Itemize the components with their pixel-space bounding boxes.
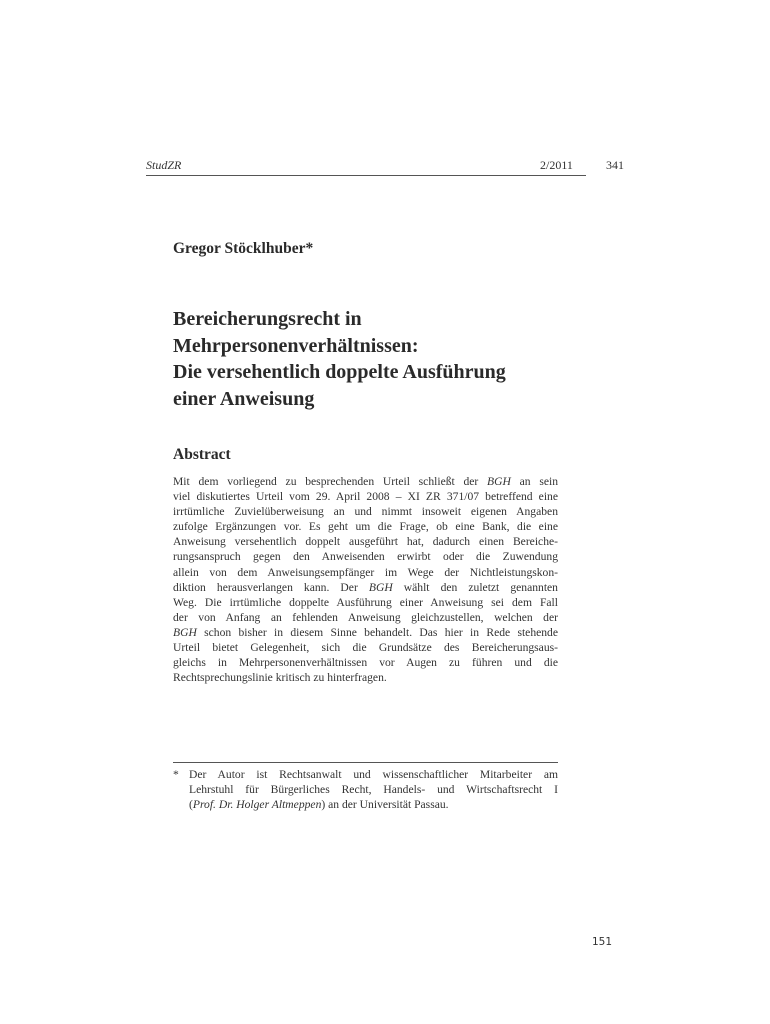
text-run: Urteil bietet Gelegenheit, sich die Grundsätze des Bereicherungsaus- [173,641,558,655]
text-run: Der Autor ist Rechtsanwalt und wissenschaftlicher Mitarbeiter am [189,768,558,781]
text-run: wählt den zuletzt genannten [392,580,558,594]
footnote-rule [173,762,558,763]
text-run: Lehrstuhl für Bürgerliches Recht, Handels- und Wirtschaftsrecht I [189,783,558,797]
text-line [173,504,558,519]
text-run: allein von dem Anweisungsempfänger im Wege der Nichtleistungskon- [173,565,558,579]
text-run: rungsanspruch gegen den Anweisenden erwirbt oder die Zuwendung [173,550,558,564]
text-run: Rechtsprechungslinie kritisch zu hinterfragen. [173,671,387,685]
text-run: schon bisher in diesem Sinne behandelt. Das hier in Rede stehende [196,625,558,639]
journal-name: StudZR [146,158,182,172]
title-line: Bereicherungsrecht in [173,308,362,330]
abstract-body [173,474,558,685]
header-rule [146,175,586,176]
text-line [173,549,558,564]
text-line [173,610,558,625]
text-line [173,474,558,489]
text-run: ( [189,798,193,812]
text-line [173,655,558,670]
printed-page-number: 151 [592,936,613,948]
text-line [189,767,558,782]
article-title [173,306,593,412]
footnote-text [189,767,558,812]
text-line [189,782,558,797]
text-line [173,565,558,580]
title-line: Mehrpersonenverhältnissen: [173,334,419,357]
author-name: Gregor Stöcklhuber* [173,240,314,257]
text-line [173,580,558,595]
italic-text: BGH [173,625,197,639]
text-line [173,534,558,549]
text-run: ) an der Universität Passau. [321,798,449,812]
text-run: diktion herausverlangen kann. Der [173,580,369,594]
text-run: Weg. Die irrtümliche doppelte Ausführung einer Anweisung sei dem Fall [173,595,558,609]
text-run: zufolge Ergänzungen vor. Es geht um die Frage, ob eine Bank, die eine [173,520,558,534]
text-run: irrtümliche Zuvielüberweisung an und nimmt insoweit eigenen Angaben [173,505,558,519]
text-run: an sein [510,475,558,488]
text-line [189,797,558,812]
footnote [173,767,558,812]
text-line [173,489,558,504]
text-line [173,670,558,685]
text-line [173,519,558,534]
italic-text: BGH [368,580,393,594]
text-line [173,595,558,610]
text-run: viel diskutiertes Urteil vom 29. April 2008 – XI ZR 371/07 betreffend eine [173,490,558,504]
text-run: gleichs in Mehrpersonenverhältnissen vor Augen zu führen und die [173,656,558,670]
text-run: der von Anfang an fehlenden Anweisung gleichzustellen, welchen der [173,610,558,624]
italic-text: BGH [487,475,511,488]
text-run: Anweisung versehentlich doppelt ausgeführt hat, dadurch einen Bereiche- [173,535,558,549]
text-line [173,625,558,640]
italic-text: Prof. Dr. Holger Altmeppen [192,798,322,812]
title-line: einer Anweisung [173,387,315,410]
text-line [173,640,558,655]
text-run: Mit dem vorliegend zu besprechenden Urteil schließt der [173,475,488,488]
issue-number: 2/2011 [540,158,573,172]
abstract-heading: Abstract [173,446,231,463]
title-line: Die versehentlich doppelte Ausführung [173,361,506,383]
journal-page-number: 341 [606,158,624,172]
footnote-mark: * [173,768,179,781]
